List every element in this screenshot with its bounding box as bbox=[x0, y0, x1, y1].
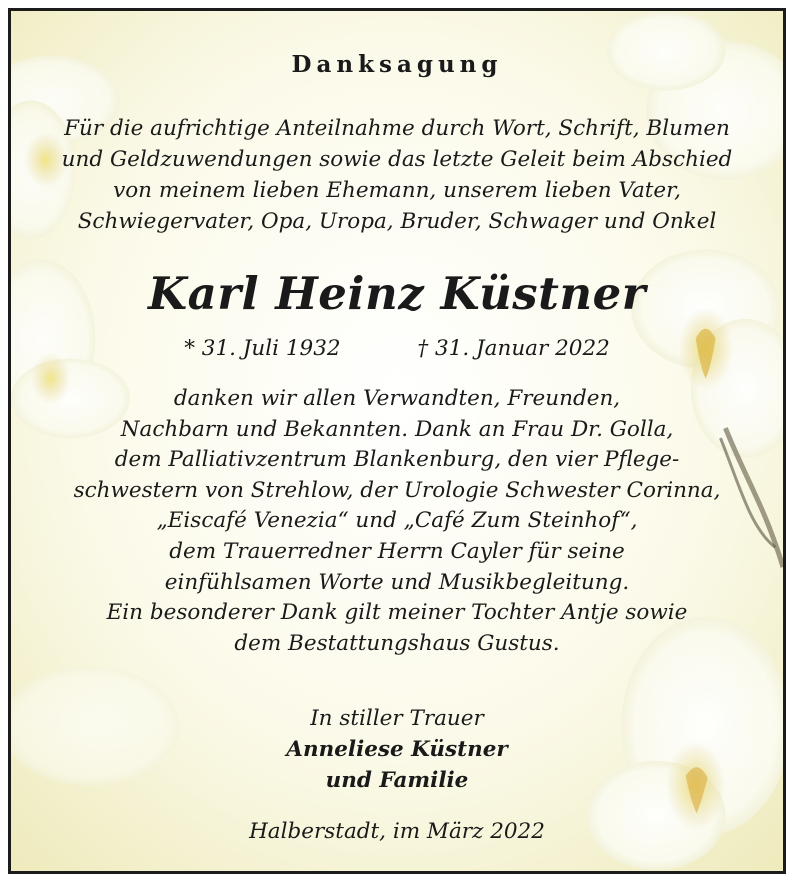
heading: Danksagung bbox=[291, 51, 503, 78]
death-date: † 31. Januar 2022 bbox=[417, 336, 610, 361]
obituary-content bbox=[11, 11, 783, 871]
thanks-line: Ein besonderer Dank gilt meiner Tochter Antje sowie bbox=[106, 600, 688, 626]
intro-text bbox=[31, 113, 763, 237]
thanks-line: „Eiscafé Venezia“ und „Café Zum Steinhof“, bbox=[156, 508, 638, 534]
mourner-name: Anneliese Küstner bbox=[286, 737, 508, 762]
thanks-line: dem Trauerredner Herrn Cayler für seine bbox=[169, 538, 625, 564]
mourner-family: und Familie bbox=[325, 768, 469, 793]
thanks-line: dem Palliativzentrum Blankenburg, den vier Pflege- bbox=[114, 447, 680, 473]
thanks-line: danken wir allen Verwandten, Freunden, bbox=[173, 386, 621, 411]
intro-line: Schwiegervater, Opa, Uropa, Bruder, Schwager und Onkel bbox=[77, 209, 717, 234]
thanks-line: einfühlsamen Worte und Musikbegleitung. bbox=[164, 569, 630, 595]
obituary-frame bbox=[8, 8, 786, 874]
place-date: Halberstadt, im März 2022 bbox=[249, 819, 545, 844]
intro-line: und Geldzuwendungen sowie das letzte Geleit beim Abschied bbox=[61, 147, 733, 172]
thanks-line: dem Bestattungshaus Gustus. bbox=[234, 630, 560, 656]
thanks-text bbox=[51, 384, 743, 659]
mourners-block bbox=[11, 703, 783, 796]
deceased-name: Karl Heinz Küstner bbox=[148, 267, 646, 320]
intro-line: Für die aufrichtige Anteilnahme durch Wort, Schrift, Blumen bbox=[64, 116, 730, 141]
intro-line: von meinem lieben Ehemann, unserem lieben Vater, bbox=[113, 178, 681, 203]
life-dates bbox=[11, 336, 783, 361]
mourning-intro: In stiller Trauer bbox=[310, 706, 484, 731]
thanks-line: Nachbarn und Bekannten. Dank an Frau Dr. Golla, bbox=[120, 416, 674, 442]
birth-date: * 31. Juli 1932 bbox=[184, 336, 341, 361]
thanks-line: schwestern von Strehlow, der Urologie Schwester Corinna, bbox=[73, 477, 721, 503]
